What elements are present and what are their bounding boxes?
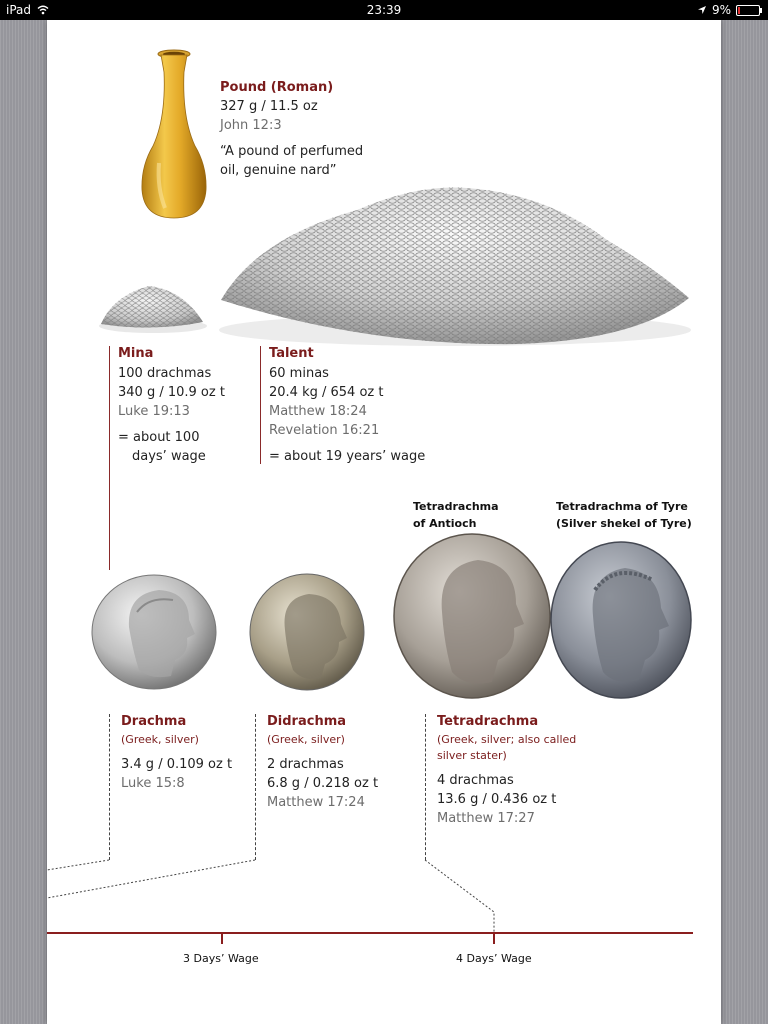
didrachma-subtitle: (Greek, silver) — [267, 733, 345, 746]
talent-title: Talent — [269, 346, 314, 361]
antioch-caption-line1: Tetradrachma — [413, 500, 499, 513]
tetradrachma-antioch-coin-image — [392, 532, 552, 700]
device-label: iPad — [6, 3, 32, 17]
tetradrachma-reference: Matthew 17:27 — [437, 811, 535, 826]
pound-title: Pound (Roman) — [220, 80, 334, 95]
talent-reference-1: Matthew 18:24 — [269, 404, 367, 419]
tetradrachma-drachmas: 4 drachmas — [437, 773, 514, 788]
timeline-axis — [47, 932, 693, 934]
antioch-caption-line2: of Antioch — [413, 517, 477, 530]
tetradrachma-leader-line — [425, 714, 426, 860]
location-arrow-icon — [697, 5, 707, 15]
tetradrachma-title: Tetradrachma — [437, 714, 539, 729]
didrachma-title: Didrachma — [267, 714, 347, 729]
pound-quote-line2: oil, genuine nard” — [220, 163, 337, 178]
timeline-tick-3-days — [221, 934, 223, 944]
mina-wage-line1: = about 100 — [118, 430, 200, 445]
tyre-caption-line2: (Silver shekel of Tyre) — [556, 517, 692, 530]
mina-reference: Luke 19:13 — [118, 404, 190, 419]
timeline-label-3-days: 3 Days’ Wage — [183, 952, 259, 965]
page — [47, 20, 721, 1024]
mina-wage-line2: days’ wage — [132, 449, 206, 464]
drachma-subtitle: (Greek, silver) — [121, 733, 199, 746]
didrachma-weight: 6.8 g / 0.218 oz t — [267, 776, 379, 791]
perfume-vase-image — [139, 48, 209, 220]
talent-weight: 20.4 kg / 654 oz t — [269, 385, 384, 400]
pound-reference: John 12:3 — [220, 118, 282, 133]
pound-weight: 327 g / 11.5 oz — [220, 99, 318, 114]
mina-leader-line — [109, 346, 110, 570]
tetradrachma-weight: 13.6 g / 0.436 oz t — [437, 792, 557, 807]
didrachma-leader-line — [255, 714, 256, 860]
didrachma-drachmas: 2 drachmas — [267, 757, 344, 772]
mina-coin-pile-image — [97, 278, 207, 334]
drachma-weight: 3.4 g / 0.109 oz t — [121, 757, 233, 772]
tyre-caption-line1: Tetradrachma of Tyre — [556, 500, 688, 513]
mina-weight: 340 g / 10.9 oz t — [118, 385, 225, 400]
drachma-reference: Luke 15:8 — [121, 776, 185, 791]
talent-minas: 60 minas — [269, 366, 329, 381]
status-bar — [0, 0, 768, 20]
didrachma-reference: Matthew 17:24 — [267, 795, 365, 810]
mina-drachmas: 100 drachmas — [118, 366, 212, 381]
mina-title: Mina — [118, 346, 154, 361]
talent-coin-pile-image — [217, 180, 693, 350]
drachma-title: Drachma — [121, 714, 187, 729]
tetradrachma-tyre-coin-image — [549, 540, 694, 700]
talent-leader-line — [260, 346, 261, 464]
tetradrachma-subtitle-line1: (Greek, silver; also called — [437, 733, 577, 746]
battery-percent: 9% — [711, 3, 731, 17]
clock: 23:39 — [366, 3, 402, 17]
timeline-label-4-days: 4 Days’ Wage — [456, 952, 532, 965]
tetradrachma-subtitle-line2: silver stater) — [437, 749, 507, 762]
battery-icon — [736, 5, 760, 16]
talent-wage: = about 19 years’ wage — [269, 449, 426, 464]
timeline-connectors — [47, 850, 721, 970]
pound-quote-line1: “A pound of perfumed — [220, 144, 364, 159]
timeline-tick-4-days — [493, 934, 495, 944]
didrachma-coin-image — [247, 572, 367, 692]
talent-reference-2: Revelation 16:21 — [269, 423, 380, 438]
drachma-coin-image — [89, 572, 219, 692]
drachma-leader-line — [109, 714, 110, 860]
